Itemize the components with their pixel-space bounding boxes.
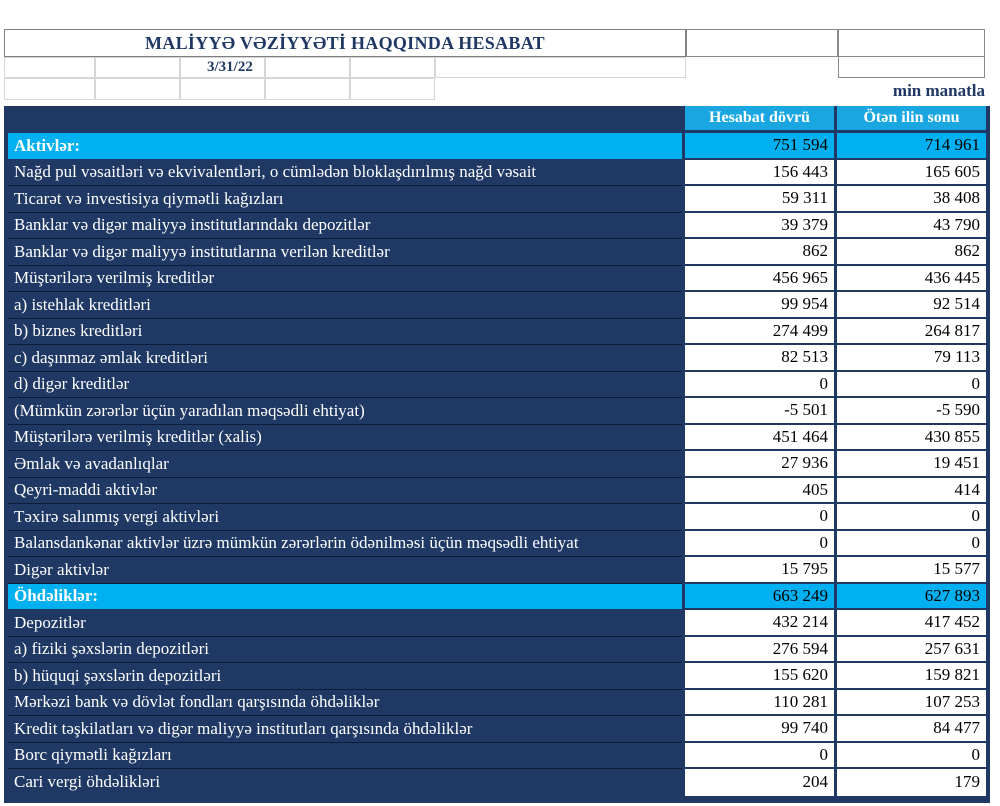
row-label[interactable]: Mərkəzi bank və dövlət fondları qarşısında öhdəliklər — [8, 690, 682, 717]
cell-current-period[interactable]: 82 513 — [682, 345, 834, 372]
table-row — [8, 769, 986, 796]
row-label[interactable]: Depozitlər — [8, 610, 682, 637]
cell-prior-year[interactable]: 862 — [834, 239, 986, 266]
table-row — [8, 557, 986, 584]
cell-prior-year[interactable]: 159 821 — [834, 663, 986, 690]
table-row — [8, 160, 986, 187]
cell-current-period[interactable]: 862 — [682, 239, 834, 266]
cell-prior-year[interactable]: 627 893 — [834, 584, 986, 611]
cell-prior-year[interactable]: 38 408 — [834, 186, 986, 213]
cell-prior-year[interactable]: 84 477 — [834, 716, 986, 743]
row-label[interactable]: d) digər kreditlər — [8, 372, 682, 399]
cell-current-period[interactable]: 405 — [682, 478, 834, 505]
cell-current-period[interactable]: 15 795 — [682, 557, 834, 584]
table-row — [8, 663, 986, 690]
table-row — [8, 451, 986, 478]
table-row — [8, 372, 986, 399]
row-label[interactable]: b) hüquqi şəxslərin depozitləri — [8, 663, 682, 690]
cell-current-period[interactable]: 276 594 — [682, 637, 834, 664]
unit-note: min manatla — [892, 81, 985, 100]
table-row — [8, 690, 986, 717]
cell-current-period[interactable]: 0 — [682, 531, 834, 558]
grid-cell[interactable] — [4, 78, 95, 100]
cell-prior-year[interactable]: 0 — [834, 531, 986, 558]
cell-current-period[interactable]: 274 499 — [682, 319, 834, 346]
table-row — [8, 239, 986, 266]
cell-current-period[interactable]: 0 — [682, 504, 834, 531]
cell-current-period[interactable]: 432 214 — [682, 610, 834, 637]
grid-cell[interactable] — [4, 57, 95, 78]
row-label[interactable]: Nağd pul vəsaitləri və ekvivalentləri, o cümlədən bloklaşdırılmış nağd vəsait — [8, 160, 682, 187]
grid-cell[interactable] — [838, 29, 985, 57]
table-row — [8, 504, 986, 531]
cell-current-period[interactable]: 0 — [682, 372, 834, 399]
cell-prior-year[interactable]: 79 113 — [834, 345, 986, 372]
table-row — [8, 186, 986, 213]
cell-prior-year[interactable]: 165 605 — [834, 160, 986, 187]
cell-current-period[interactable]: 110 281 — [682, 690, 834, 717]
cell-current-period[interactable]: 39 379 — [682, 213, 834, 240]
header-spacer — [8, 106, 682, 133]
cell-current-period[interactable]: -5 501 — [682, 398, 834, 425]
cell-prior-year[interactable]: 257 631 — [834, 637, 986, 664]
table-row — [8, 292, 986, 319]
grid-cell[interactable] — [180, 78, 265, 100]
cell-prior-year[interactable]: 414 — [834, 478, 986, 505]
row-label[interactable]: a) istehlak kreditləri — [8, 292, 682, 319]
row-label[interactable]: Borc qiymətli kağızları — [8, 743, 682, 770]
table-row — [8, 743, 986, 770]
row-label[interactable]: Banklar və digər maliyyə institutlarına verilən kreditlər — [8, 239, 682, 266]
row-label[interactable]: Müştərilərə verilmiş kreditlər (xalis) — [8, 425, 682, 452]
cell-prior-year[interactable]: 0 — [834, 372, 986, 399]
column-header-current-period[interactable]: Hesabat dövrü — [682, 106, 834, 133]
cell-current-period[interactable]: 156 443 — [682, 160, 834, 187]
grid-cell[interactable] — [838, 57, 985, 78]
row-label[interactable]: Balansdankənar aktivlər üzrə mümkün zərərlərin ödənilməsi üçün məqsədli ehtiyat — [8, 531, 682, 558]
row-label[interactable]: Qeyri-maddi aktivlər — [8, 478, 682, 505]
row-label[interactable]: Əmlak və avadanlıqlar — [8, 451, 682, 478]
row-label[interactable]: Təxirə salınmış vergi aktivləri — [8, 504, 682, 531]
cell-prior-year[interactable]: 43 790 — [834, 213, 986, 240]
grid-cell[interactable] — [95, 78, 180, 100]
row-label[interactable]: b) biznes kreditləri — [8, 319, 682, 346]
cell-current-period[interactable]: 663 249 — [682, 584, 834, 611]
row-label[interactable]: a) fiziki şəxslərin depozitləri — [8, 637, 682, 664]
table-row — [8, 266, 986, 293]
grid-cell[interactable] — [265, 57, 350, 78]
table-row — [8, 425, 986, 452]
cell-current-period[interactable]: 59 311 — [682, 186, 834, 213]
table-row — [8, 610, 986, 637]
cell-prior-year[interactable]: 92 514 — [834, 292, 986, 319]
row-label[interactable]: Aktivlər: — [8, 133, 682, 160]
table-body — [8, 133, 986, 796]
table-row — [8, 637, 986, 664]
cell-prior-year[interactable]: 0 — [834, 504, 986, 531]
row-label[interactable]: Cari vergi öhdəlikləri — [8, 769, 682, 796]
cell-current-period[interactable]: 451 464 — [682, 425, 834, 452]
table-row — [8, 213, 986, 240]
row-label[interactable]: Kredit təşkilatları və digər maliyyə institutları qarşısında öhdəliklər — [8, 716, 682, 743]
cell-prior-year[interactable]: 430 855 — [834, 425, 986, 452]
cell-current-period[interactable]: 0 — [682, 743, 834, 770]
date-cell[interactable]: 3/31/22 — [180, 57, 265, 78]
financial-statement-table — [4, 106, 990, 803]
row-label[interactable]: Banklar və digər maliyyə institutlarındakı depozitlər — [8, 213, 682, 240]
table-row — [8, 478, 986, 505]
cell-current-period[interactable]: 99 740 — [682, 716, 834, 743]
row-label[interactable]: (Mümkün zərərlər üçün yaradılan məqsədli ehtiyat) — [8, 398, 682, 425]
cell-current-period[interactable]: 99 954 — [682, 292, 834, 319]
cell-prior-year[interactable]: 107 253 — [834, 690, 986, 717]
grid-cell[interactable] — [95, 57, 180, 78]
cell-current-period[interactable]: 204 — [682, 769, 834, 796]
cell-current-period[interactable]: 27 936 — [682, 451, 834, 478]
row-label[interactable]: Öhdəliklər: — [8, 584, 682, 611]
report-title: MALİYYƏ VƏZİYYƏTİ HAQQINDA HESABAT — [4, 29, 686, 57]
section-row — [8, 133, 986, 160]
cell-prior-year[interactable]: 0 — [834, 743, 986, 770]
cell-prior-year[interactable]: 15 577 — [834, 557, 986, 584]
cell-prior-year[interactable]: 436 445 — [834, 266, 986, 293]
cell-prior-year[interactable]: 714 961 — [834, 133, 986, 160]
grid-cell[interactable] — [686, 29, 838, 57]
column-header-prior-year[interactable]: Ötən ilin sonu — [834, 106, 986, 133]
table-row — [8, 319, 986, 346]
cell-prior-year[interactable]: 179 — [834, 769, 986, 796]
grid-cell[interactable] — [435, 57, 686, 78]
cell-current-period[interactable]: 155 620 — [682, 663, 834, 690]
cell-prior-year[interactable]: 264 817 — [834, 319, 986, 346]
row-label[interactable]: c) daşınmaz əmlak kreditləri — [8, 345, 682, 372]
table-row — [8, 345, 986, 372]
grid-cell[interactable] — [350, 78, 435, 100]
cell-prior-year[interactable]: -5 590 — [834, 398, 986, 425]
row-label[interactable]: Ticarət və investisiya qiymətli kağızları — [8, 186, 682, 213]
table-row — [8, 716, 986, 743]
cell-current-period[interactable]: 456 965 — [682, 266, 834, 293]
section-row — [8, 584, 986, 611]
grid-cell[interactable] — [265, 78, 350, 100]
table-row — [8, 398, 986, 425]
cell-current-period[interactable]: 751 594 — [682, 133, 834, 160]
cell-prior-year[interactable]: 417 452 — [834, 610, 986, 637]
row-label[interactable]: Müştərilərə verilmiş kreditlər — [8, 266, 682, 293]
row-label[interactable]: Digər aktivlər — [8, 557, 682, 584]
cell-prior-year[interactable]: 19 451 — [834, 451, 986, 478]
table-header-row — [8, 106, 986, 133]
table-row — [8, 531, 986, 558]
grid-cell[interactable] — [350, 57, 435, 78]
